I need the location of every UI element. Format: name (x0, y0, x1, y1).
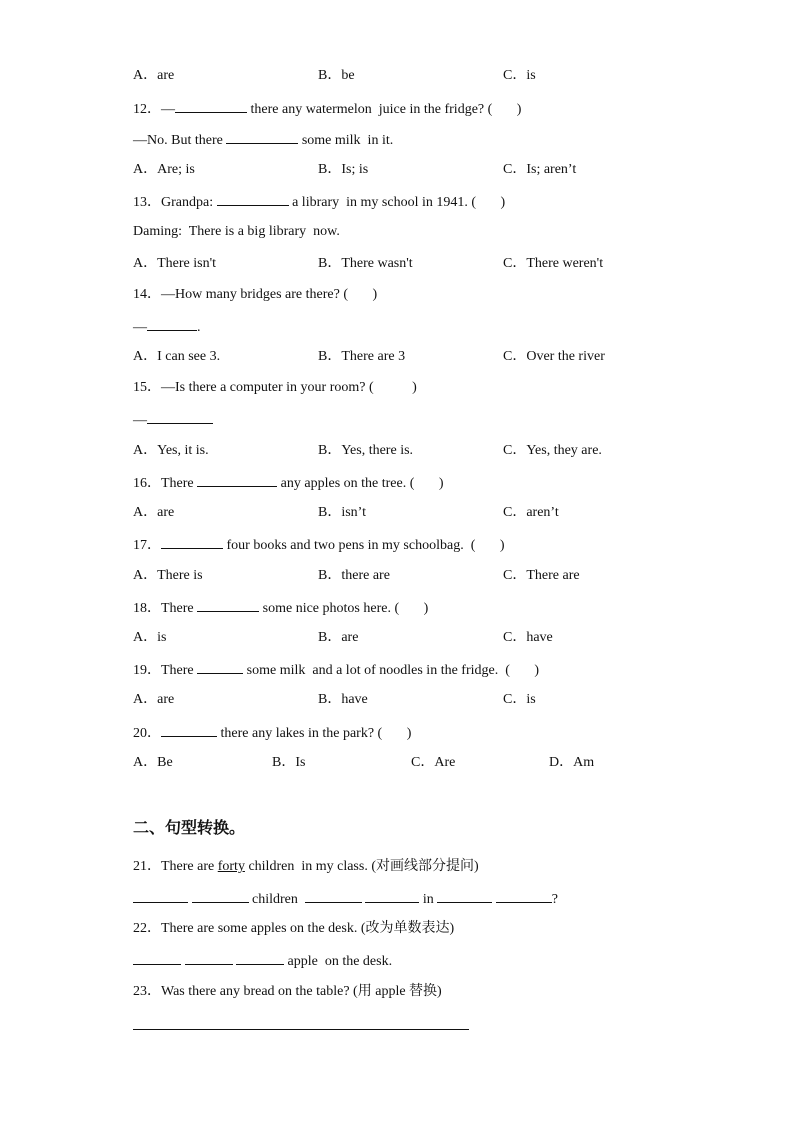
q20-question: 20． there any lakes in the park? ( ) (133, 723, 411, 743)
q13-context: Daming: There is a big library now. (133, 224, 340, 239)
q15-question: 15．—Is there a computer in your room? ( ) (133, 380, 417, 395)
answer-blank[interactable] (365, 889, 419, 903)
answer-blank[interactable] (161, 723, 217, 737)
answer-blank[interactable] (175, 99, 247, 113)
section-heading: 二、句型转换。 (133, 818, 246, 837)
answer-blank[interactable] (185, 951, 233, 965)
q13-option-c: C．There weren't (503, 256, 604, 271)
q17-option-a: A．There is (133, 568, 203, 583)
q16-question: 16．There any apples on the tree. ( ) (133, 473, 444, 493)
q18-option-b: B．are (318, 630, 359, 645)
answer-blank[interactable] (161, 535, 223, 549)
q17-option-b: B．there are (318, 568, 390, 583)
q12-question: 12．— there any watermelon juice in the fridge? ( ) (133, 99, 521, 119)
answer-blank[interactable] (226, 130, 298, 144)
q18-question: 18．There some nice photos here. ( ) (133, 598, 428, 618)
q23-question: 23．Was there any bread on the table? (用 apple 替换) (133, 984, 442, 999)
q14-response: — . (133, 317, 201, 337)
q17-option-c: C．There are (503, 568, 580, 583)
answer-blank[interactable] (192, 889, 249, 903)
q13-option-b: B．There wasn't (318, 256, 413, 271)
q22-question: 22．There are some apples on the desk. (改为单数表达) (133, 921, 455, 936)
q20-option-d: D．Am (549, 755, 595, 770)
q19-option-c: C．is (503, 692, 536, 707)
q11-option-b: B．be (318, 68, 355, 83)
q16-option-b: B．isn’t (318, 505, 366, 520)
answer-blank[interactable] (496, 889, 552, 903)
q16-option-a: A．are (133, 505, 175, 520)
q14-option-a: A．I can see 3. (133, 349, 221, 364)
q18-option-c: C．have (503, 630, 553, 645)
q13-option-a: A．There isn't (133, 256, 217, 271)
answer-blank[interactable] (147, 317, 197, 331)
q20-option-a: A．Be (133, 755, 173, 770)
q15-option-c: C．Yes, they are. (503, 443, 602, 458)
q13-question: 13．Grandpa: a library in my school in 1941. ( ) (133, 192, 505, 212)
answer-blank[interactable] (305, 889, 362, 903)
answer-blank[interactable] (236, 951, 284, 965)
q20-option-b: B．Is (272, 755, 306, 770)
answer-blank[interactable] (437, 889, 492, 903)
q21-question: 21．There are forty children in my class. (对画线部分提问) (133, 859, 479, 874)
q12-option-c: C．Is; aren’t (503, 162, 577, 177)
q21-answer-line: children in ? (133, 889, 558, 909)
q11-option-c: C．is (503, 68, 536, 83)
q19-question: 19．There some milk and a lot of noodles in the fridge. ( ) (133, 660, 539, 680)
answer-blank[interactable] (197, 660, 243, 674)
q18-option-a: A．is (133, 630, 167, 645)
answer-blank[interactable] (133, 951, 181, 965)
answer-blank[interactable] (217, 192, 289, 206)
q22-answer-line: apple on the desk. (133, 951, 392, 971)
q19-option-b: B．have (318, 692, 368, 707)
underlined-word: forty (217, 859, 245, 874)
q15-option-a: A．Yes, it is. (133, 443, 209, 458)
q14-option-b: B．There are 3 (318, 349, 406, 364)
q16-option-c: C．aren’t (503, 505, 559, 520)
q14-option-c: C．Over the river (503, 349, 605, 364)
q15-response: — (133, 410, 213, 430)
answer-line[interactable] (133, 1029, 469, 1030)
answer-blank[interactable] (197, 473, 277, 487)
q20-option-c: C．Are (411, 755, 456, 770)
q11-option-a: A．are (133, 68, 175, 83)
q14-question: 14．—How many bridges are there? ( ) (133, 287, 378, 302)
q12-option-b: B．Is; is (318, 162, 369, 177)
q15-option-b: B．Yes, there is. (318, 443, 414, 458)
q12-response: —No. But there some milk in it. (133, 130, 393, 150)
q17-question: 17． four books and two pens in my schoolbag. ( ) (133, 535, 505, 555)
answer-blank[interactable] (133, 889, 188, 903)
answer-blank[interactable] (197, 598, 259, 612)
answer-blank[interactable] (147, 410, 213, 424)
q12-option-a: A．Are; is (133, 162, 195, 177)
q19-option-a: A．are (133, 692, 175, 707)
